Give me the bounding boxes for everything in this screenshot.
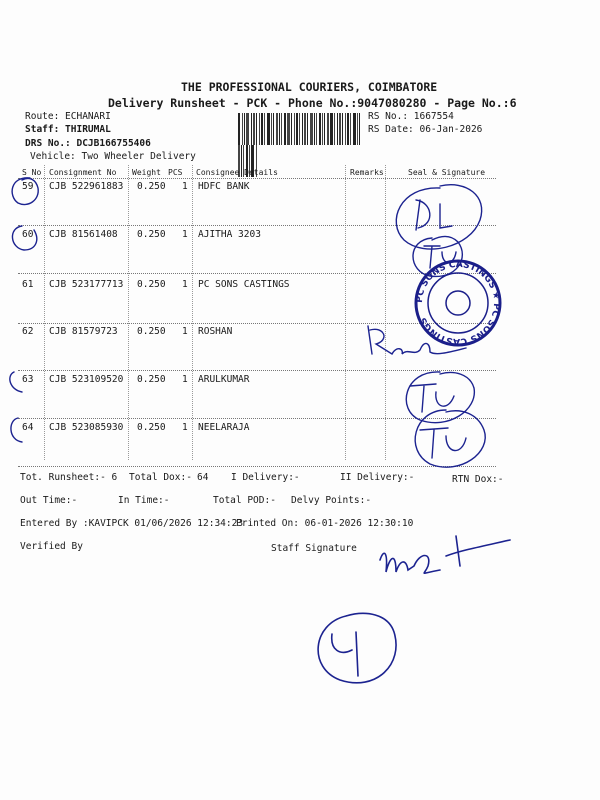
sno-circle bbox=[10, 372, 22, 392]
out-time: Out Time:- bbox=[20, 495, 78, 506]
row-weight: 0.250 bbox=[137, 181, 166, 192]
row-sno: 61 bbox=[22, 279, 34, 290]
signature-64 bbox=[420, 428, 466, 458]
divider bbox=[345, 165, 346, 460]
divider bbox=[385, 165, 386, 460]
signature-60 bbox=[424, 246, 456, 268]
signature-62 bbox=[368, 326, 466, 354]
i-delivery: I Delivery:- bbox=[231, 472, 300, 483]
row-divider bbox=[18, 323, 496, 324]
vehicle-label: Vehicle: Two Wheeler Delivery bbox=[30, 151, 196, 162]
row-pcs: 1 bbox=[182, 229, 188, 240]
row-divider bbox=[18, 273, 496, 274]
total-dox-value: 64 bbox=[197, 472, 209, 483]
rs-date: RS Date: 06-Jan-2026 bbox=[368, 124, 483, 135]
row-consignment: CJB 81561408 bbox=[49, 229, 118, 240]
signature-63 bbox=[410, 384, 454, 412]
row-divider bbox=[18, 225, 496, 226]
divider bbox=[128, 165, 129, 460]
verified-by: Verified By bbox=[20, 541, 83, 552]
row-consignee: ROSHAN bbox=[198, 326, 233, 337]
total-pod: Total POD:- bbox=[213, 495, 276, 506]
col-weight: Weight bbox=[132, 168, 161, 177]
row-pcs: 1 bbox=[182, 422, 188, 433]
signature-59 bbox=[396, 185, 481, 249]
col-consignee: Consignee Details bbox=[196, 168, 278, 177]
row-sno: 64 bbox=[22, 422, 34, 433]
svg-text:PC SONS CASTINGS ★ PC SONS CAS: PC SONS CASTINGS ★ PC SONS CASTINGS bbox=[414, 259, 502, 347]
sno-circle bbox=[11, 418, 22, 442]
divider bbox=[192, 165, 193, 460]
row-pcs: 1 bbox=[182, 181, 188, 192]
row-consignment: CJB 523177713 bbox=[49, 279, 124, 290]
row-weight: 0.250 bbox=[137, 422, 166, 433]
row-weight: 0.250 bbox=[137, 229, 166, 240]
row-divider bbox=[18, 466, 496, 467]
drs-number: DRS No.: DCJB166755406 bbox=[25, 138, 151, 149]
row-consignment: CJB 522961883 bbox=[49, 181, 124, 192]
header-rule bbox=[18, 178, 496, 179]
row-sno: 59 bbox=[22, 181, 34, 192]
row-consignee: NEELARAJA bbox=[198, 422, 250, 433]
col-sno: S No bbox=[22, 168, 42, 177]
row-consignment: CJB 81579723 bbox=[49, 326, 118, 337]
rs-number: RS No.: 1667554 bbox=[368, 111, 454, 122]
bottom-doodle bbox=[318, 613, 396, 682]
entered-by: Entered By :KAVIPCK 01/06/2026 12:34:23 bbox=[20, 518, 244, 529]
staff-signature bbox=[380, 536, 510, 573]
ii-delivery: II Delivery:- bbox=[340, 472, 415, 483]
signature-60 bbox=[413, 237, 462, 277]
row-pcs: 1 bbox=[182, 326, 188, 337]
rtn-dox: RTN Dox:- bbox=[452, 474, 504, 485]
row-consignment: CJB 523109520 bbox=[49, 374, 124, 385]
row-weight: 0.250 bbox=[137, 326, 166, 337]
row-divider bbox=[18, 418, 496, 419]
row-consignee: HDFC BANK bbox=[198, 181, 250, 192]
staff-signature-label: Staff Signature bbox=[271, 543, 357, 554]
row-pcs: 1 bbox=[182, 374, 188, 385]
divider bbox=[44, 165, 45, 460]
bottom-doodle bbox=[332, 632, 358, 676]
col-consignment: Consignment No bbox=[49, 168, 117, 177]
row-consignment: CJB 523085930 bbox=[49, 422, 124, 433]
col-seal: Seal & Signature bbox=[408, 168, 486, 177]
row-sno: 60 bbox=[22, 229, 34, 240]
col-remarks: Remarks bbox=[350, 168, 384, 177]
row-weight: 0.250 bbox=[137, 374, 166, 385]
row-divider bbox=[18, 370, 496, 371]
row-consignee: AJITHA 3203 bbox=[198, 229, 261, 240]
delvy-points: Delvy Points:- bbox=[291, 495, 372, 506]
row-pcs: 1 bbox=[182, 279, 188, 290]
route-label: Route: ECHANARI bbox=[25, 111, 111, 122]
row-consignee: ARULKUMAR bbox=[198, 374, 250, 385]
row-consignee: PC SONS CASTINGS bbox=[198, 279, 290, 290]
staff-label: Staff: THIRUMAL bbox=[25, 124, 111, 135]
printed-on: Printed On: 06-01-2026 12:30:10 bbox=[236, 518, 414, 529]
col-pcs: PCS bbox=[168, 168, 183, 177]
row-sno: 62 bbox=[22, 326, 34, 337]
row-sno: 63 bbox=[22, 374, 34, 385]
barcode bbox=[238, 113, 362, 145]
company-title: THE PROFESSIONAL COURIERS, COIMBATORE bbox=[181, 80, 438, 94]
runsheet-subtitle: Delivery Runsheet - PCK - Phone No.:9047080280 - Page No.:6 bbox=[108, 96, 517, 110]
in-time: In Time:- bbox=[118, 495, 170, 506]
total-dox-label: Total Dox:- bbox=[129, 472, 192, 483]
tot-runsheet: Tot. Runsheet:- 6 bbox=[20, 472, 118, 483]
signature-63 bbox=[406, 372, 474, 423]
row-weight: 0.250 bbox=[137, 279, 166, 290]
